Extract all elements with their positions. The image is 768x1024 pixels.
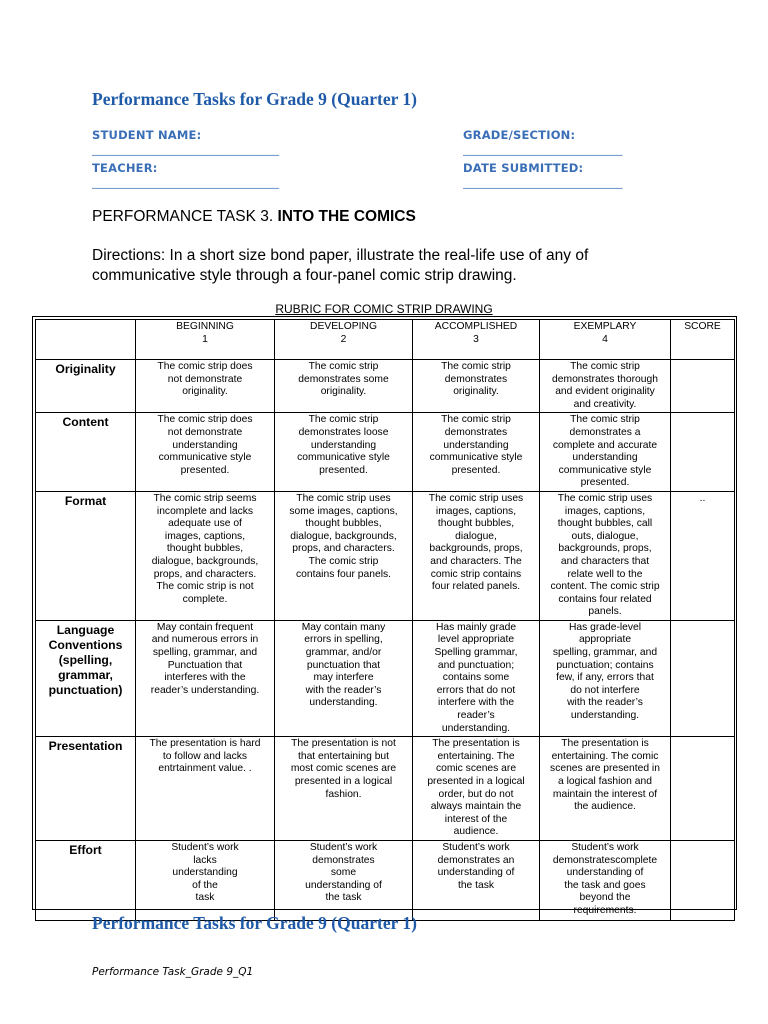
grade-section-line: _____________________________: [463, 143, 623, 156]
column-header: BEGINNING 1: [136, 320, 275, 360]
score-cell[interactable]: [671, 620, 735, 736]
student-name-line: __________________________________: [92, 143, 279, 156]
rubric-table-frame: [32, 316, 737, 916]
descriptor-cell: The comic strip uses some images, captions, thought bubbles, dialogue, backgrounds, props, and characters. The comic strip contains four panels.: [275, 491, 413, 620]
descriptor-cell: The presentation is entertaining. The comic scenes are presented in a logical order, but do not always maintain the interest of the audience.: [413, 737, 540, 841]
criterion-cell: Effort: [36, 840, 136, 920]
descriptor-cell: May contain many errors in spelling, grammar, and/or punctuation that may interfere with the reader’s understanding.: [275, 620, 413, 736]
descriptor-cell: The comic strip demonstrates a complete and accurate understanding communicative style presented.: [540, 413, 671, 492]
descriptor-cell: The comic strip seems incomplete and lacks adequate use of images, captions, thought bubbles, dialogue, backgrounds, props, and characters. The comic strip is not complete.: [136, 491, 275, 620]
criterion-header: [36, 320, 136, 360]
descriptor-cell: Has grade-level appropriate spelling, grammar, and punctuation; contains few, if any, errors that do not interfere with the reader’s understanding.: [540, 620, 671, 736]
score-cell[interactable]: ..: [671, 491, 735, 620]
student-name-label: STUDENT NAME:: [92, 128, 202, 142]
descriptor-cell: The comic strip demonstrates some originality.: [275, 360, 413, 413]
descriptor-cell: The comic strip uses images, captions, thought bubbles, call outs, dialogue, backgrounds, props, and characters that relate well to the content. The comic strip contains four related panels.: [540, 491, 671, 620]
descriptor-cell: Has mainly grade level appropriate Spelling grammar, and punctuation; contains some errors that do not interfere with the reader’s understanding.: [413, 620, 540, 736]
teacher-label: TEACHER:: [92, 161, 158, 175]
descriptor-cell: Student’s work demonstrates some understanding of the task: [275, 840, 413, 920]
rubric-header-row: [36, 320, 735, 360]
score-cell[interactable]: [671, 413, 735, 492]
score-cell[interactable]: [671, 737, 735, 841]
rubric-row: [36, 737, 735, 841]
column-header: ACCOMPLISHED 3: [413, 320, 540, 360]
rubric-row: [36, 360, 735, 413]
grade-section-label: GRADE/SECTION:: [463, 128, 576, 142]
criterion-cell: Originality: [36, 360, 136, 413]
teacher-line: __________________________________: [92, 176, 279, 189]
criterion-cell: Presentation: [36, 737, 136, 841]
rubric-caption: RUBRIC FOR COMIC STRIP DRAWING: [275, 302, 493, 316]
descriptor-cell: The comic strip demonstrates originality.: [413, 360, 540, 413]
criterion-cell: Format: [36, 491, 136, 620]
descriptor-cell: The comic strip demonstrates loose understanding communicative style presented.: [275, 413, 413, 492]
date-submitted-label: DATE SUBMITTED:: [463, 161, 584, 175]
descriptor-cell: May contain frequent and numerous errors in spelling, grammar, and Punctuation that interferes with the reader’s understanding.: [136, 620, 275, 736]
column-header: DEVELOPING 2: [275, 320, 413, 360]
descriptor-cell: Student’s work demonstratescomplete understanding of the task and goes beyond the requirements.: [540, 840, 671, 920]
descriptor-cell: The presentation is not that entertaining but most comic scenes are presented in a logical fashion.: [275, 737, 413, 841]
criterion-cell: Content: [36, 413, 136, 492]
footer-note: Performance Task_Grade 9_Q1: [92, 966, 254, 978]
descriptor-cell: The comic strip uses images, captions, thought bubbles, dialogue, backgrounds, props, and characters. The comic strip contains four related panels.: [413, 491, 540, 620]
rubric-row: [36, 491, 735, 620]
descriptor-cell: The comic strip demonstrates thorough and evident originality and creativity.: [540, 360, 671, 413]
task-name: INTO THE COMICS: [277, 208, 416, 225]
descriptor-cell: The comic strip does not demonstrate understanding communicative style presented.: [136, 413, 275, 492]
descriptor-cell: Student’s work demonstrates an understanding of the task: [413, 840, 540, 920]
task-directions: Directions: In a short size bond paper, illustrate the real-life use of any of communicative style through a four-panel comic strip drawing.: [92, 247, 589, 284]
rubric-row: [36, 620, 735, 736]
criterion-cell: Language Conventions (spelling, grammar, punctuation): [36, 620, 136, 736]
score-cell[interactable]: [671, 360, 735, 413]
task-heading: [92, 208, 416, 226]
rubric-table: [35, 319, 735, 921]
descriptor-cell: The comic strip demonstrates understanding communicative style presented.: [413, 413, 540, 492]
score-cell[interactable]: [671, 840, 735, 920]
column-header: EXEMPLARY 4: [540, 320, 671, 360]
descriptor-cell: Student’s work lacks understanding of the task: [136, 840, 275, 920]
descriptor-cell: The comic strip does not demonstrate originality.: [136, 360, 275, 413]
page-title: Performance Tasks for Grade 9 (Quarter 1): [92, 89, 417, 109]
task-prefix: PERFORMANCE TASK 3.: [92, 208, 278, 225]
date-submitted-line: _____________________________: [463, 176, 623, 189]
score-header: SCORE: [671, 320, 735, 360]
rubric-row: [36, 840, 735, 920]
descriptor-cell: The presentation is entertaining. The comic scenes are presented in a logical fashion and maintain the interest of the audience.: [540, 737, 671, 841]
rubric-row: [36, 413, 735, 492]
descriptor-cell: The presentation is hard to follow and lacks entrtainment value. .: [136, 737, 275, 841]
footer-title: Performance Tasks for Grade 9 (Quarter 1): [92, 913, 417, 933]
